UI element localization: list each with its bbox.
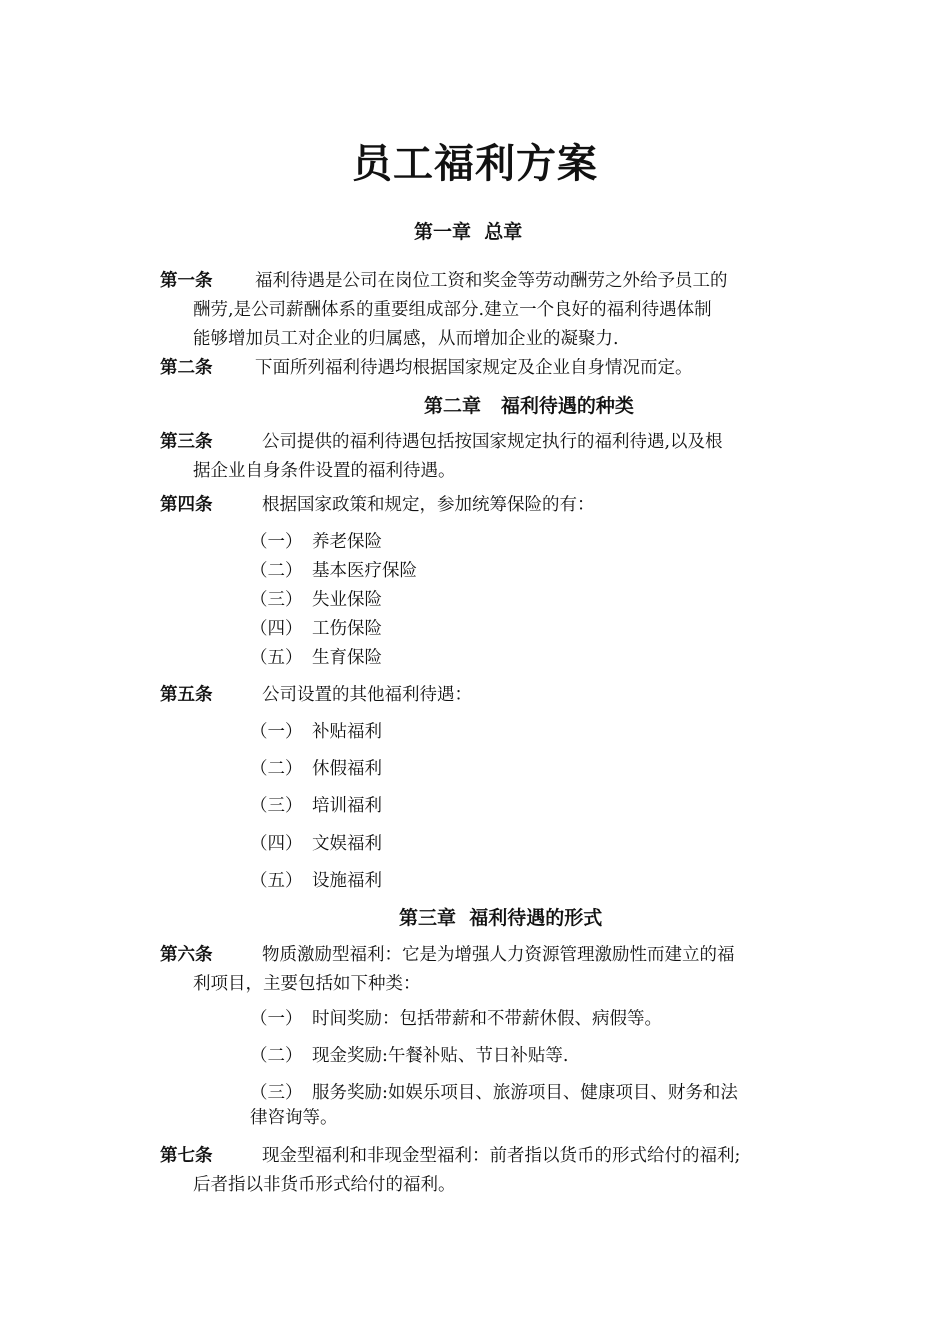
article-4 bbox=[160, 491, 820, 520]
list-item-text: 补贴福利 bbox=[312, 722, 382, 742]
article-heading: 第二条 bbox=[160, 358, 213, 378]
list-item-text: 休假福利 bbox=[312, 759, 382, 779]
article-7 bbox=[160, 1142, 820, 1200]
list-item-text: 设施福利 bbox=[312, 871, 382, 891]
list-item-text: 生育保险 bbox=[312, 648, 382, 668]
list-item bbox=[250, 644, 382, 673]
list-item-text: 培训福利 bbox=[312, 796, 382, 816]
article-text-line: 公司设置的其他福利待遇： bbox=[262, 685, 472, 705]
article-heading: 第六条 bbox=[160, 945, 213, 965]
article-heading: 第一条 bbox=[160, 271, 213, 291]
article-heading: 第四条 bbox=[160, 495, 213, 515]
list-item bbox=[250, 528, 382, 557]
article-2 bbox=[160, 354, 820, 383]
list-item-text: 文娱福利 bbox=[312, 834, 382, 854]
list-item bbox=[250, 867, 382, 896]
article-heading: 第七条 bbox=[160, 1146, 213, 1166]
list-item bbox=[250, 557, 417, 586]
list-item-number: （五） bbox=[250, 648, 303, 668]
list-item bbox=[250, 792, 382, 821]
list-item-number: （一） bbox=[250, 722, 303, 742]
list-item-text: 养老保险 bbox=[312, 532, 382, 552]
article-text-line: 现金型福利和非现金型福利：前者指以货币的形式给付的福利; bbox=[262, 1146, 741, 1166]
chapter-heading-2: 第二章 福利待遇的种类 bbox=[424, 395, 634, 417]
article-text-line: 后者指以非货币形式给付的福利。 bbox=[193, 1175, 456, 1195]
list-item-text: 基本医疗保险 bbox=[312, 561, 417, 581]
article-heading: 第五条 bbox=[160, 685, 213, 705]
article-1 bbox=[160, 267, 820, 354]
article-heading: 第三条 bbox=[160, 432, 213, 452]
list-item-number: （四） bbox=[250, 834, 303, 854]
article-6 bbox=[160, 941, 820, 999]
list-item-number: （一） bbox=[250, 1009, 303, 1029]
list-item-number: （二） bbox=[250, 1046, 303, 1066]
article-3 bbox=[160, 428, 820, 486]
article-text-line: 下面所列福利待遇均根据国家规定及企业自身情况而定。 bbox=[255, 358, 693, 378]
list-item-number: （二） bbox=[250, 561, 303, 581]
article-text-line: 公司提供的福利待遇包括按国家规定执行的福利待遇,以及根 bbox=[262, 432, 723, 452]
list-item bbox=[250, 1005, 662, 1034]
list-item-continuation: 律咨询等。 bbox=[250, 1108, 338, 1128]
chapter-heading-1: 第一章 总章 bbox=[414, 221, 523, 243]
list-item-text: 失业保险 bbox=[312, 590, 382, 610]
article-text-line: 酬劳,是公司薪酬体系的重要组成部分.建立一个良好的福利待遇体制 bbox=[193, 300, 712, 320]
list-item bbox=[250, 1042, 568, 1071]
list-item-number: （五） bbox=[250, 871, 303, 891]
list-item-number: （一） bbox=[250, 532, 303, 552]
list-item-text: 现金奖励:午餐补贴、节日补贴等. bbox=[312, 1046, 569, 1066]
list-item bbox=[250, 718, 382, 747]
list-item-number: （三） bbox=[250, 796, 303, 816]
article-text-line: 利项目，主要包括如下种类： bbox=[193, 974, 421, 994]
article-text-line: 福利待遇是公司在岗位工资和奖金等劳动酬劳之外给予员工的 bbox=[255, 271, 728, 291]
article-text-line: 能够增加员工对企业的归属感，从而增加企业的凝聚力. bbox=[193, 329, 619, 349]
list-item-text: 时间奖励：包括带薪和不带薪休假、病假等。 bbox=[312, 1009, 662, 1029]
list-item-number: （二） bbox=[250, 759, 303, 779]
list-item-text: 工伤保险 bbox=[312, 619, 382, 639]
list-item bbox=[250, 830, 382, 859]
article-5 bbox=[160, 681, 820, 710]
list-item bbox=[250, 615, 382, 644]
list-item-number: （四） bbox=[250, 619, 303, 639]
chapter-heading-3: 第三章 福利待遇的形式 bbox=[399, 907, 603, 929]
article-text-line: 物质激励型福利：它是为增强人力资源管理激励性而建立的福 bbox=[262, 945, 735, 965]
article-text-line: 根据国家政策和规定，参加统筹保险的有： bbox=[262, 495, 595, 515]
list-item-number: （三） bbox=[250, 1083, 303, 1103]
list-item bbox=[250, 755, 382, 784]
article-text-line: 据企业自身条件设置的福利待遇。 bbox=[193, 461, 456, 481]
list-item-number: （三） bbox=[250, 590, 303, 610]
list-item-text: 服务奖励:如娱乐项目、旅游项目、健康项目、财务和法 bbox=[312, 1083, 738, 1103]
document-title: 员工福利方案 bbox=[352, 141, 598, 187]
list-item bbox=[250, 586, 382, 615]
